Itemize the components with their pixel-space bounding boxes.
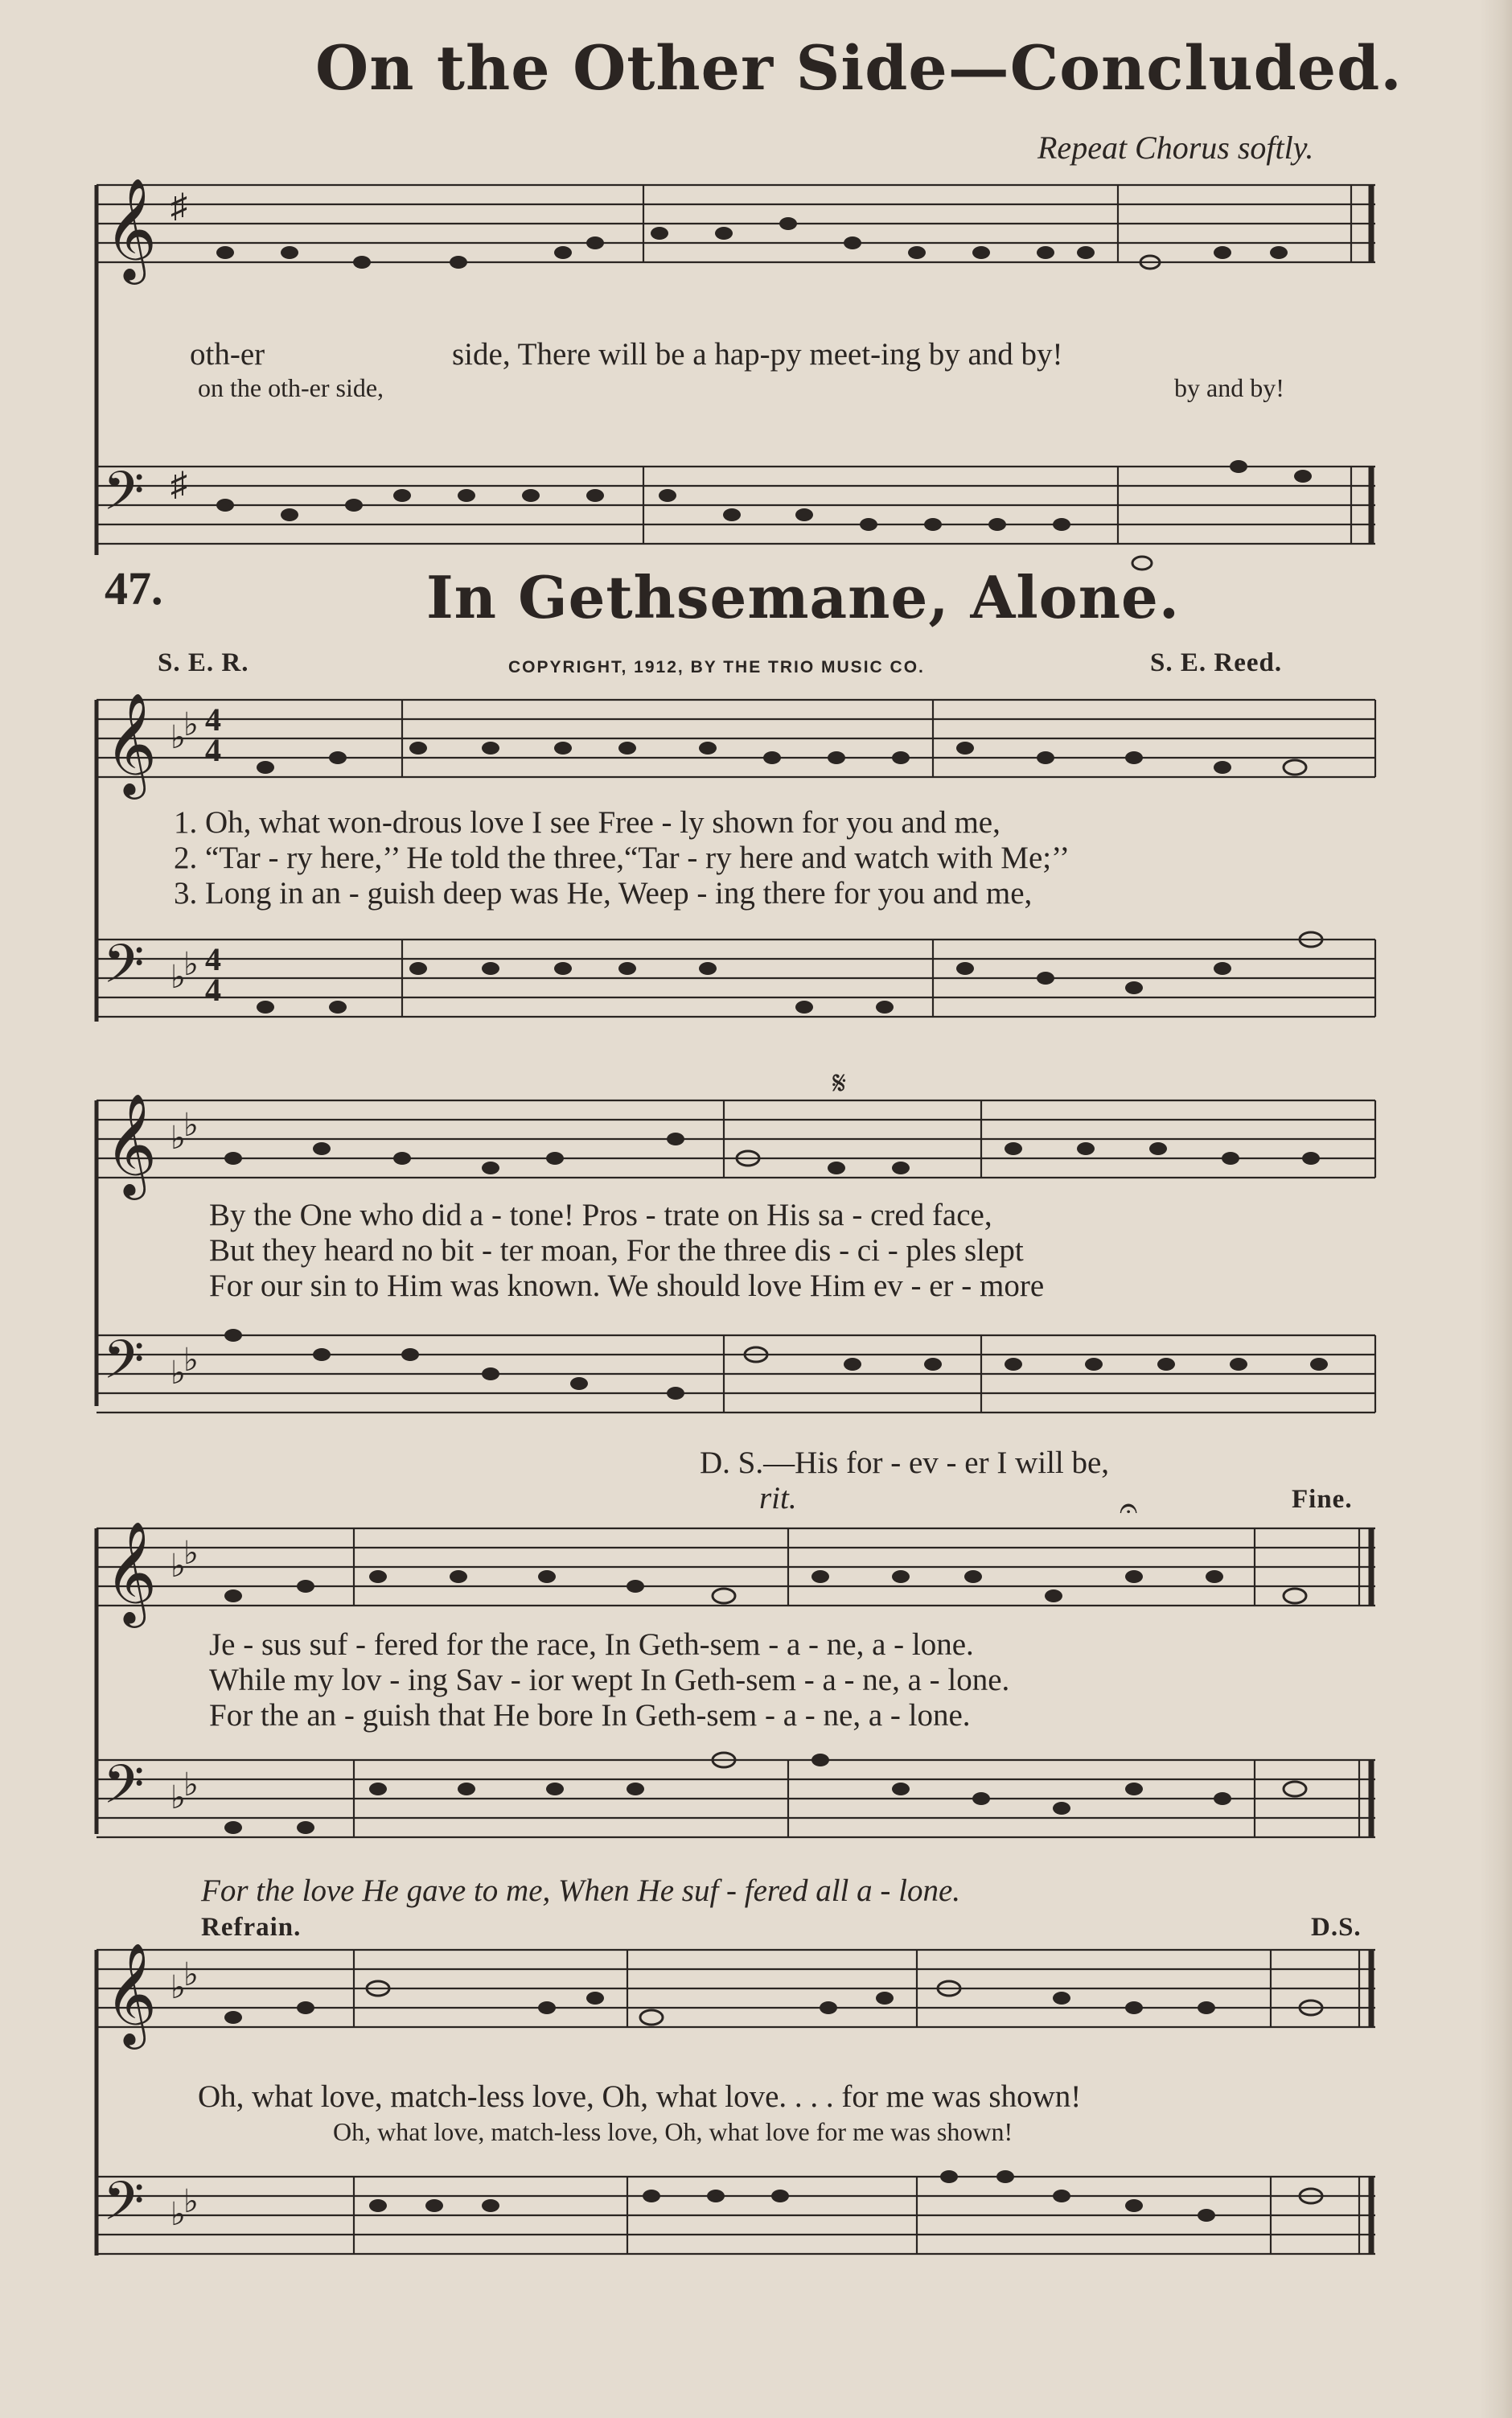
svg-text:♯: ♯ [171,467,187,504]
prev-lyric-1: oth-er [190,337,265,372]
svg-text:𝄢: 𝄢 [103,933,145,1008]
svg-text:4: 4 [205,732,221,768]
svg-text:𝄢: 𝄢 [103,2170,145,2245]
page-edge [1480,0,1512,2418]
prev-treble-staff [97,169,1383,314]
svg-text:4: 4 [205,701,221,738]
prev-sub-2: by and by! [1174,373,1284,402]
hymn-number: 47. [105,562,163,615]
system2-verse-1: By the One who did a - tone! Pros - trate on His sa - cred face, [209,1198,992,1232]
svg-text:𝄢: 𝄢 [103,1754,145,1828]
prev-sub-1: on the oth-er side, [198,373,384,402]
svg-text:𝄢: 𝄢 [103,1329,145,1404]
svg-text:𝄞: 𝄞 [105,177,158,280]
svg-text:♭: ♭ [171,1355,186,1391]
svg-text:♭: ♭ [171,959,186,995]
svg-text:4: 4 [205,941,221,977]
svg-text:♯: ♯ [171,188,187,225]
svg-text:♭: ♭ [183,1107,199,1143]
svg-text:♭: ♭ [183,1342,199,1378]
refrain-lyric-sub: Oh, what love, match-less love, Oh, what love for me was shown! [333,2117,1013,2146]
svg-text:𝄞: 𝄞 [105,1520,158,1623]
prev-song-title: On the Other Side—Concluded. [315,32,1403,104]
hymn-title: In Gethsemane, Alone. [426,563,1180,631]
system1-verse-1: 1. Oh, what won-drous love I see Free - ly shown for you and me, [174,805,1000,840]
svg-text:♭: ♭ [171,2196,186,2232]
ds-text: For the love He gave to me, When He suf - fered all a - lone. [201,1873,961,1908]
svg-text:𝄞: 𝄞 [105,1942,158,2045]
rit-marking: rit. [759,1481,797,1515]
svg-text:𝄢: 𝄢 [103,460,145,535]
svg-text:♭: ♭ [171,1120,186,1156]
system1-verse-2: 2. “Tar - ry here,’’ He told the three,“Tar - ry here and watch with Me;’’ [174,841,1070,875]
refrain-bass-staff [97,2161,1383,2305]
system1-bass-staff [97,923,1383,1068]
ds-mark: D.S. [1311,1913,1362,1942]
refrain-treble-staff [97,1934,1383,2079]
hymn-composer: S. E. Reed. [1150,648,1283,677]
repeat-note: Repeat Chorus softly. [1037,130,1314,166]
svg-text:𝄐: 𝄐 [1120,1490,1138,1527]
svg-text:𝄞: 𝄞 [105,692,158,795]
system1-verse-3: 3. Long in an - guish deep was He, Weep - ing there for you and me, [174,876,1033,911]
system3-verse-3: For the an - guish that He bore In Geth-sem - a - ne, a - lone. [209,1698,971,1733]
svg-text:4: 4 [205,972,221,1008]
hymn-copyright: COPYRIGHT, 1912, BY THE TRIO MUSIC CO. [508,658,925,676]
svg-text:𝄋: 𝄋 [832,1065,847,1102]
hymn-initials: S. E. R. [158,648,249,677]
svg-text:♭: ♭ [183,2183,199,2219]
refrain-label: Refrain. [201,1913,302,1942]
svg-text:𝄞: 𝄞 [105,1092,158,1195]
fine-marking: Fine. [1292,1485,1353,1514]
svg-text:♭: ♭ [171,719,186,755]
refrain-lyric-main: Oh, what love, match-less love, Oh, what love. . . . for me was shown! [198,2079,1082,2114]
svg-text:♭: ♭ [171,1779,186,1816]
system3-bass-staff [97,1744,1383,1889]
svg-text:♭: ♭ [183,946,199,982]
svg-text:♭: ♭ [183,1535,199,1571]
svg-text:♭: ♭ [171,1969,186,2005]
svg-text:♭: ♭ [171,1548,186,1584]
system2-bass-staff [97,1319,1383,1464]
system2-verse-3: For our sin to Him was known. We should love Him ev - er - more [209,1269,1045,1303]
ds-line: D. S.—His for - ev - er I will be, [700,1445,1110,1480]
system2-verse-2: But they heard no bit - ter moan, For the three dis - ci - ples slept [209,1233,1024,1268]
system3-verse-1: Je - sus suf - fered for the race, In Geth-sem - a - ne, a - lone. [209,1627,974,1662]
system3-verse-2: While my lov - ing Sav - ior wept In Geth-sem - a - ne, a - lone. [209,1663,1010,1697]
svg-text:♭: ♭ [183,1956,199,1992]
svg-text:♭: ♭ [183,706,199,742]
prev-lyric-2: side, There will be a hap-py meet-ing by and by! [452,337,1063,372]
svg-text:♭: ♭ [183,1766,199,1803]
